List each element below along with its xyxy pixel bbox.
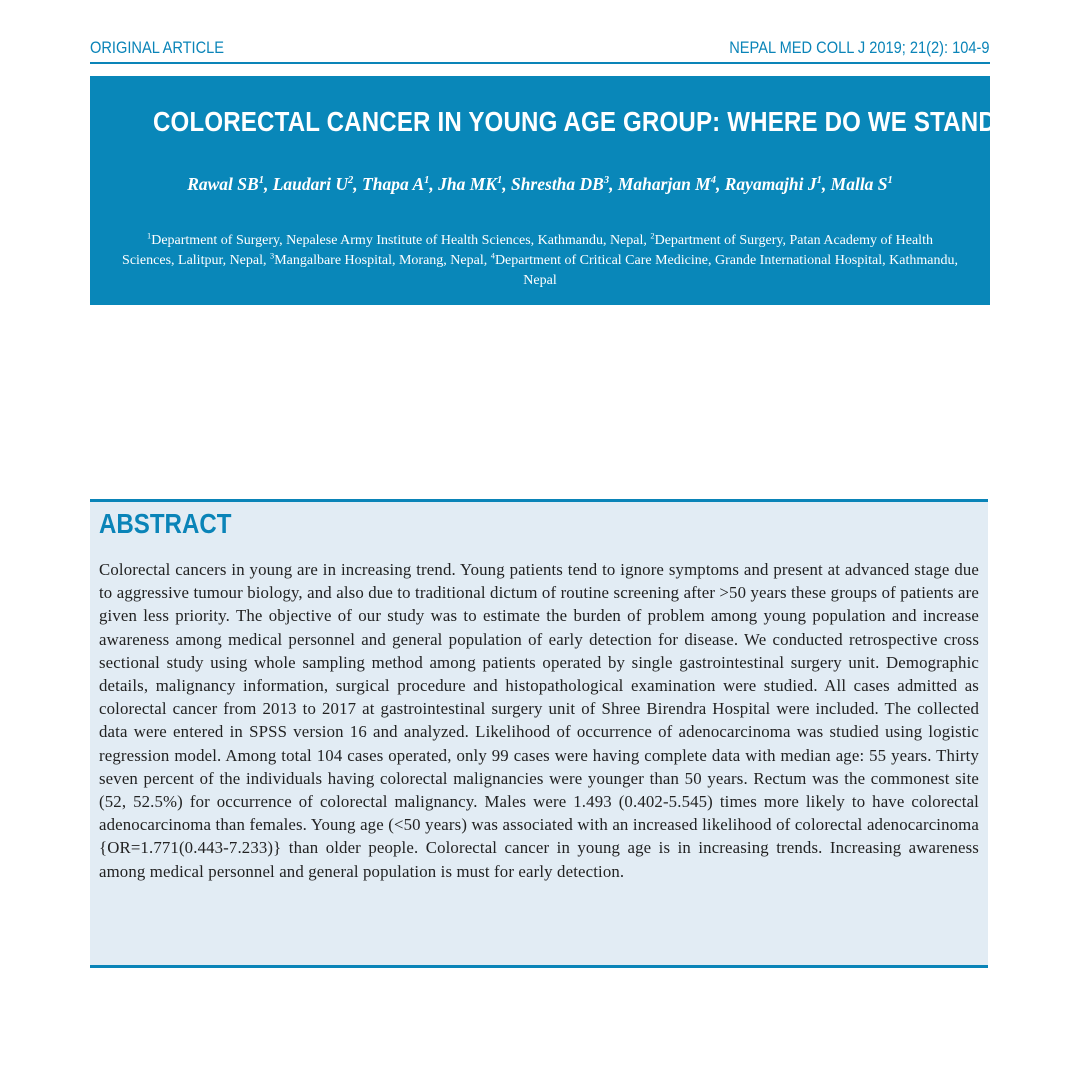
author-affiliation-mark: 4 (710, 175, 716, 187)
affiliation-number: 2 (650, 231, 655, 241)
author (362, 174, 429, 194)
author-name: Shrestha DB (510, 174, 604, 194)
affiliation: Mangalbare Hospital, Morang, Nepal, (274, 253, 491, 268)
author-name: Rayamajhi J (724, 174, 817, 194)
author-affiliation-mark: 1 (258, 175, 264, 187)
author-name: Jha MK (438, 174, 497, 194)
running-header (90, 36, 990, 62)
affiliation: Department of Surgery, Nepalese Army Institute of Health Sciences, Kathmandu, Nepal, (151, 233, 651, 248)
affiliation: Department of Critical Care Medicine, Grande International Hospital, Kathmandu, Nepal (494, 253, 958, 288)
author (831, 174, 893, 194)
author-affiliation-mark: 1 (496, 175, 503, 187)
author-affiliation-mark: 1 (816, 175, 822, 187)
abstract-section (90, 499, 988, 968)
author (618, 174, 716, 194)
author-affiliation-mark: 2 (348, 175, 354, 187)
author-affiliation-mark: 1 (424, 175, 430, 187)
section-label: ORIGINAL ARTICLE (90, 38, 225, 57)
author (273, 174, 354, 194)
author-affiliation-mark: 1 (887, 175, 893, 187)
affiliation-number: 1 (147, 231, 152, 241)
author-affiliation-mark: 3 (603, 175, 610, 187)
author-list: Rawal $SB^1$, Laudari $U^2$, Thapa $A^1$, Jha $MK^1$, Shrestha $DB^3$, Maharjan $M^4$, Rayamajhi $J^1$, Malla $S^1$ (187, 174, 893, 194)
author (438, 174, 502, 194)
author-name: Laudari U (272, 174, 349, 194)
abstract-body: Colorectal cancers in young are in increasing trend. Young patients tend to ignore symptoms and present at advanced stage due to aggressive tumour biology, and also due to traditional dictum of routine screening after >50 years these groups of patients are given less priority. The objective of our study was to estimate the burden of problem among young population and increase awareness among medical personnel and general population of early detection for disease. We conducted retrospective cross sectional study using whole sampling method among patients operated by single gastrointestinal surgery unit. Demographic details, malignancy information, surgical procedure and histopathological examination were studied. All cases admitted as colorectal cancer from 2013 to 2017 at gastrointestinal surgery unit of Shree Birendra Hospital were included. The collected data were entered in SPSS version 16 and analyzed. Likelihood of occurrence of adenocarcinoma was studied using logistic regression model. Among total 104 cases operated, only 99 cases were having complete data with median age: 55 years. Thirty seven percent of the individuals having colorectal malignancies were younger than 50 years. Rectum was the commonest site (52, 52.5%) for occurrence of colorectal malignancy. Males were 1.493 (0.402-5.545) times more likely to have colorectal adenocarcinoma than females. Young age (<50 years) was associated with an increased likelihood of colorectal adenocarcinoma {OR=1.771(0.443-7.233)} than older people. Colorectal cancer in young age is in increasing trends. Increasing awareness among medical personnel and general population is must for early detection. (99, 560, 979, 881)
author (187, 174, 264, 194)
article-title: COLORECTAL CANCER IN YOUNG AGE GROUP: WHERE DO WE STAND? (153, 106, 1011, 137)
author-name: Rawal SB (187, 174, 259, 194)
author-name: Maharjan M (617, 174, 711, 194)
author (725, 174, 822, 194)
title-banner (90, 76, 1011, 305)
affiliation-list (120, 231, 960, 291)
author-name: Malla S (830, 174, 888, 194)
journal-citation: NEPAL MED COLL J 2019; 21(2): 104-9 (729, 38, 990, 57)
affiliation: Department of Surgery, Patan Academy of Health Sciences, Lalitpur, Nepal, (122, 233, 933, 268)
header-divider (90, 62, 990, 64)
abstract-heading: ABSTRACT (99, 508, 232, 539)
author (511, 174, 609, 194)
author-name: Thapa A (362, 174, 425, 194)
affiliation-number: 4 (490, 251, 495, 261)
affiliation-number: 3 (270, 251, 275, 261)
